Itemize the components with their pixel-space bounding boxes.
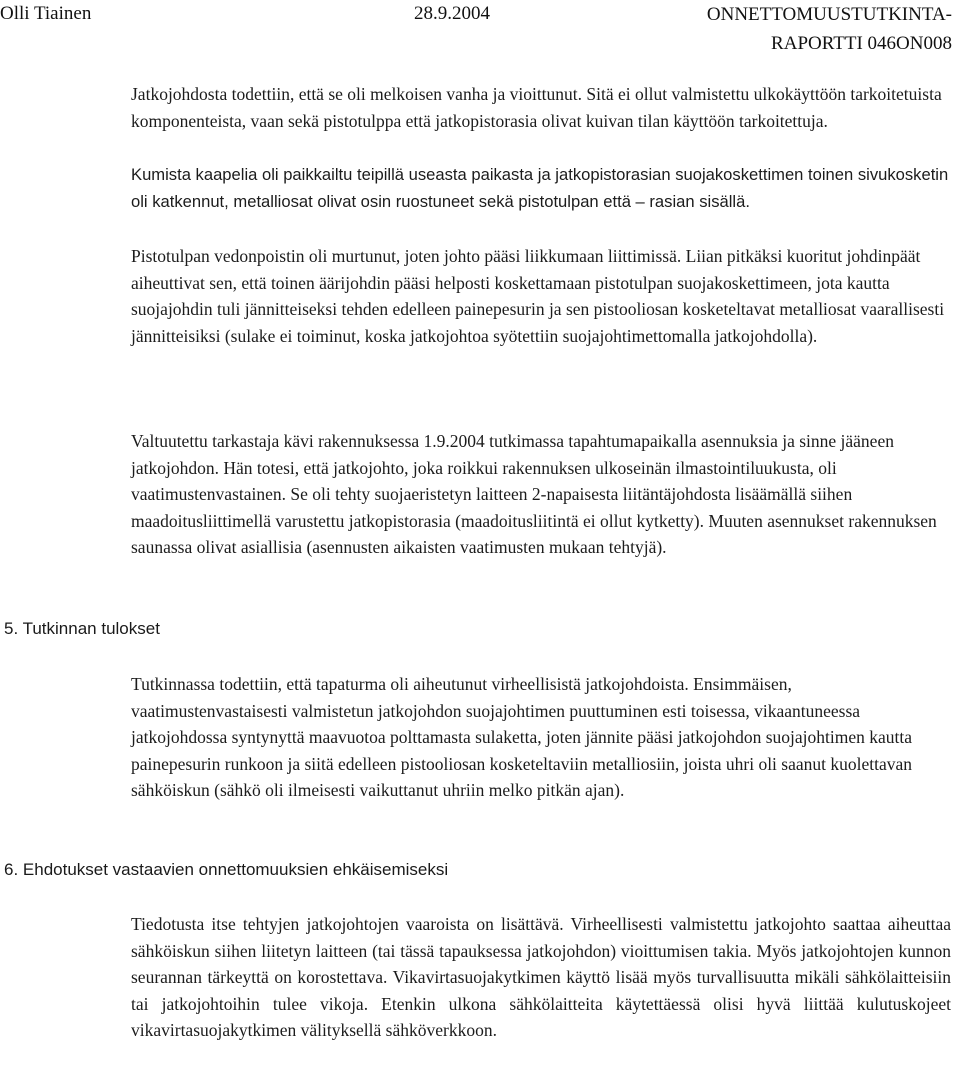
body-paragraph-3: Pistotulpan vedonpoistin oli murtunut, joten johto pääsi liikkumaan liittimissä. Liian pitkäksi kuoritut johdinpäät aiheuttivat sen, että toinen äärijohdin pääsi helposti koskettamaan pistotulpan suojakoskettimeen, jota kautta suojajohdin tuli jännitteiseksi tehden edelleen painepesurin ja sen pistooliosan kosketeltavat metalliosat vaarallisesti jännitteisiksi (sulake ei toiminut, koska jatkojohtoa syötettiin suojajohtimettomalla jatkojohdolla). xyxy=(131,246,945,346)
body-paragraph-2: Kumista kaapelia oli paikkailtu teipillä useasta paikasta ja jatkopistorasian suojakoskettimen toinen sivukosketin oli katkennut, metalliosat olivat osin ruostuneet sekä pistotulpan että – rasian sisällä. xyxy=(131,165,949,211)
body-paragraph-1-block xyxy=(131,81,951,134)
section-5-text: Tutkinnassa todettiin, että tapaturma oli aiheutunut virheellisistä jatkojohdoista. Ensimmäisen, vaatimustenvastaisesti valmistetun jatkojohdon suojajohtimen puuttuminen esti toisessa, vikaantuneessa jatkojohdossa syntynyttä maavuotoa polttamasta sulaketta, joten jännite pääsi jatkojohdon suojajohtimen kautta painepesurin runkoon ja siitä edelleen pistooliosan kosketeltaviin metalliosiin, joista uhri oli saanut kuolettavan sähköiskun (sähkö oli ilmeisesti vaikuttanut uhriin melko pitkän ajan). xyxy=(131,674,913,801)
header-report-title xyxy=(707,0,952,58)
section-6-text-block xyxy=(131,911,951,1044)
section-5-text-block xyxy=(131,671,951,804)
section-6-heading: 6. Ehdotukset vastaavien onnettomuuksien ehkäisemiseksi xyxy=(4,860,449,879)
section-5-heading: 5. Tutkinnan tulokset xyxy=(4,619,160,638)
body-paragraph-1: Jatkojohdosta todettiin, että se oli melkoisen vanha ja vioittunut. Sitä ei ollut valmistettu ulkokäyttöön tarkoitetuista komponenteista, vaan sekä pistotulppa että jatkopistorasia olivat kuivan tilan käyttöön tarkoitettuja. xyxy=(131,84,942,131)
header-author: Olli Tiainen xyxy=(0,3,92,24)
header-date: 28.9.2004 xyxy=(414,3,490,24)
body-paragraph-4-block xyxy=(131,428,951,561)
header-title-line-1: ONNETTOMUUSTUTKINTA- xyxy=(706,4,952,25)
header-title-line-2: RAPORTTI 046ON008 xyxy=(771,33,952,54)
section-6-text: Tiedotusta itse tehtyjen jatkojohtojen vaaroista on lisättävä. Virheellisesti valmistettu jatkojohto saattaa aiheuttaa sähköiskun siihen liitetyn laitteen (tai tässä tapauksessa jatkojohdon) vioittumisen takia. Myös jatkojohtojen kunnon seurannan tärkeyttä on korostettava. Vikavirtasuojakytkimen käyttö lisää myös turvallisuutta mikäli sähkölaitteisiin tai jatkojohtoihin tulee vikoja. Etenkin ulkona sähkölaitteita käytettäessä olisi hyvä liittää kulutuskojeet vikavirtasuojakytkimen välityksellä sähköverkkoon. xyxy=(131,914,951,1041)
body-paragraph-2-block xyxy=(131,162,951,215)
body-paragraph-4: Valtuutettu tarkastaja kävi rakennuksessa 1.9.2004 tutkimassa tapahtumapaikalla asennuksia ja sinne jääneen jatkojohdon. Hän totesi, että jatkojohto, joka roikkui rakennuksen ulkoseinän ilmastointiluukusta, oli vaatimustenvastainen. Se oli tehty suojaeristetyn laitteen 2-napaisesta liitäntäjohdosta lisäämällä siihen maadoitusliittimellä varustettu jatkopistorasia (maadoitusliitintä ei ollut kytketty). Muuten asennukset rakennuksen saunassa olivat asiallisia (asennusten aikaisten vaatimusten mukaan tehtyjä). xyxy=(131,431,937,558)
body-paragraph-3-block xyxy=(131,243,951,349)
